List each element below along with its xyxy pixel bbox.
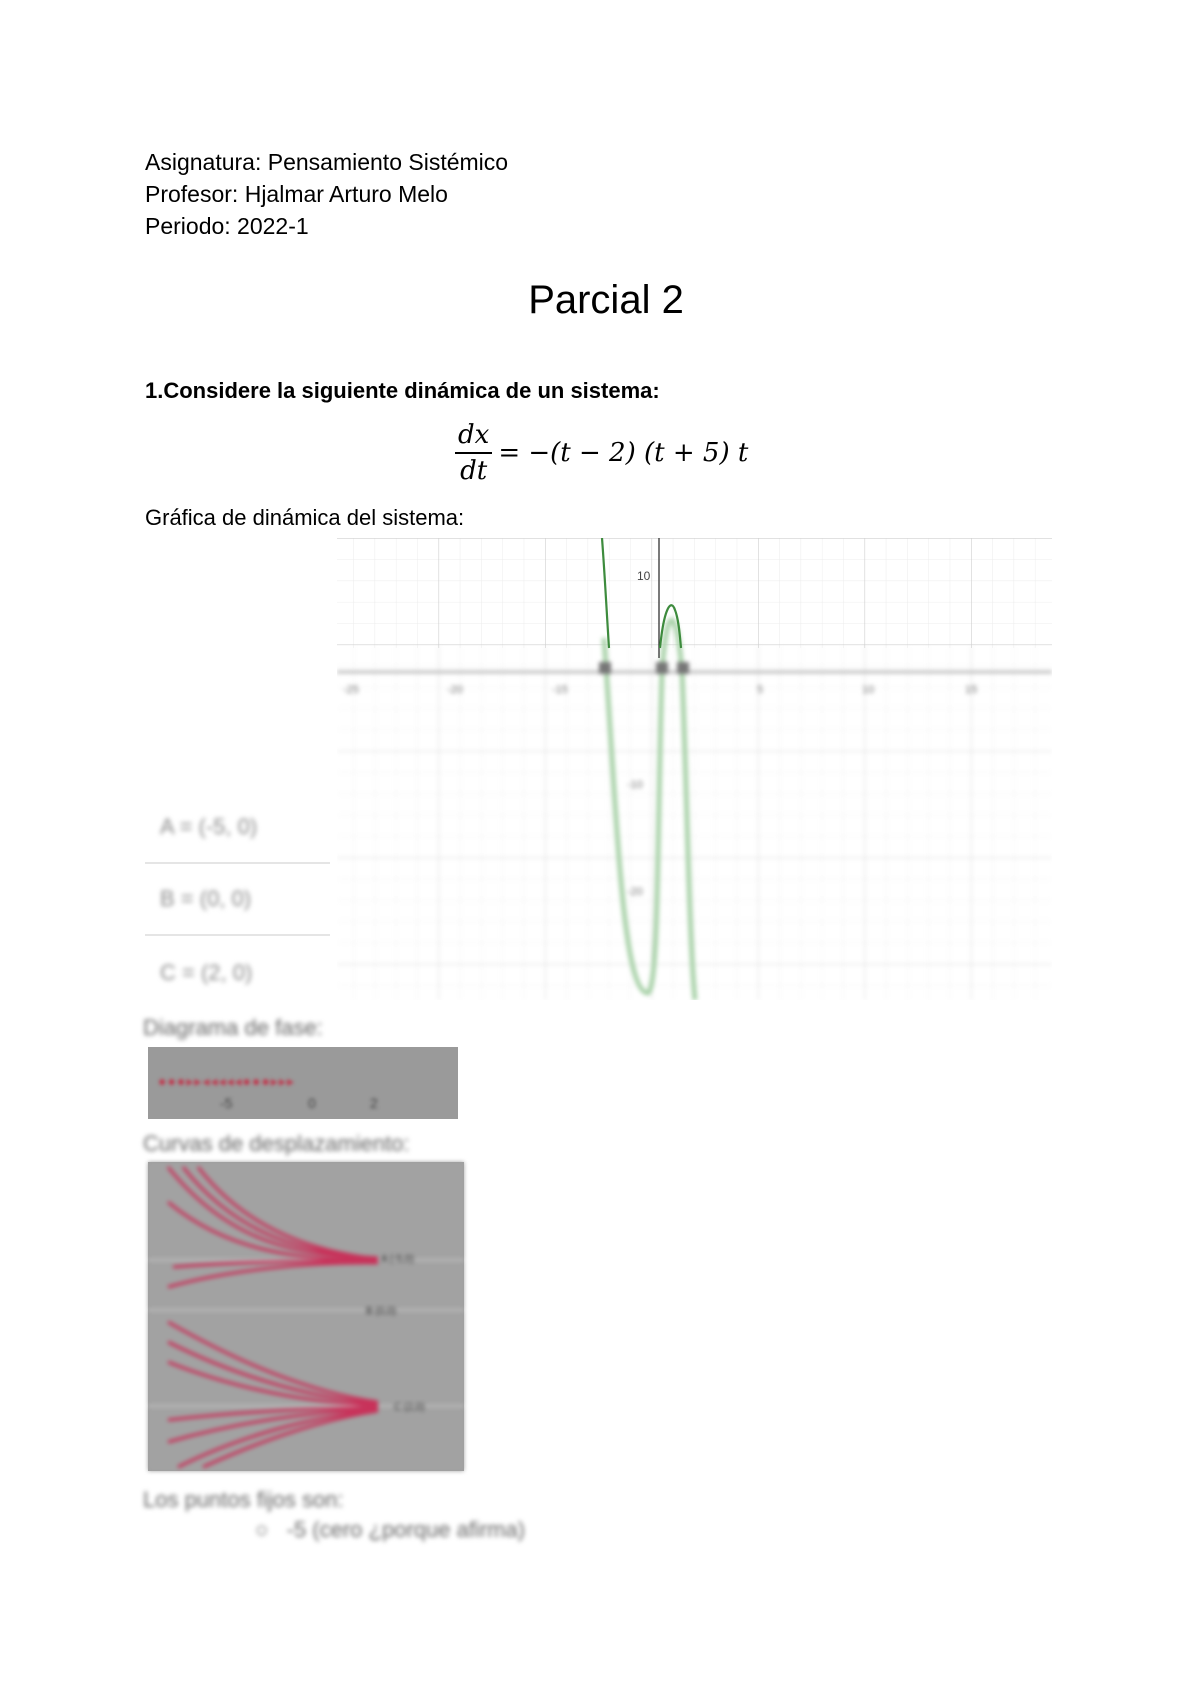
displacement-curves-image: [148, 1162, 464, 1471]
dynamics-graph-svg: [337, 538, 1052, 1000]
phase-diagram-caption: Diagrama de fase:: [143, 1015, 323, 1040]
svg-text:-20: -20: [627, 886, 643, 898]
fixed-point-item: A = (-5, 0): [160, 814, 258, 839]
svg-text:-15: -15: [552, 684, 568, 696]
dynamics-graph: [337, 538, 1052, 1000]
fraction-denominator: dt: [460, 456, 488, 486]
displacement-curves-svg: [148, 1162, 464, 1471]
svg-text:-20: -20: [447, 684, 463, 696]
divider: [145, 862, 330, 864]
svg-text:C (2,0): C (2,0): [394, 1402, 425, 1413]
question-1-heading: 1.Considere la siguiente dinámica de un sistema:: [145, 378, 660, 403]
svg-text:-10: -10: [627, 779, 643, 791]
graph-caption: Gráfica de dinámica del sistema:: [145, 505, 465, 530]
svg-text:A (-5,0): A (-5,0): [381, 1254, 414, 1265]
fixed-point-item: C = (2, 0): [160, 960, 253, 985]
svg-text:10: 10: [862, 684, 875, 696]
phase-line: ●●●▸▸◂◂◂◂◂●●●▸▸▸: [158, 1073, 296, 1089]
period-line: Periodo: 2022-1: [145, 213, 309, 239]
grid-lower-blurred: [337, 620, 1052, 1000]
fixed-point-item: B = (0, 0): [160, 886, 252, 911]
differential-equation: [455, 420, 748, 486]
phase-diagram-image: ●●●▸▸◂◂◂◂◂●●●▸▸▸ -5 0 2: [148, 1047, 458, 1119]
subject-line: Asignatura: Pensamiento Sistémico: [145, 149, 509, 175]
fixed-points-legend: [145, 800, 330, 1000]
equation-rhs: = −(t − 2) (t + 5) t: [498, 438, 749, 468]
professor-line: Profesor: Hjalmar Arturo Melo: [145, 181, 448, 207]
grid-upper: [337, 538, 1052, 648]
derivative-fraction: [455, 420, 492, 486]
svg-text:-25: -25: [343, 684, 359, 696]
y-tick-label: 10: [637, 569, 651, 583]
svg-text:B (0,0): B (0,0): [366, 1306, 397, 1317]
fixed-points-caption: Los puntos fijos son:: [143, 1487, 344, 1512]
svg-text:15: 15: [965, 684, 978, 696]
fixed-point-bullet: ○ -5 (cero ¿porque afirma): [255, 1517, 526, 1542]
curves-caption: Curvas de desplazamiento:: [143, 1131, 410, 1156]
svg-text:5: 5: [757, 684, 764, 696]
divider: [145, 934, 330, 936]
page-title: Parcial 2: [528, 278, 684, 322]
fraction-numerator: dx: [455, 420, 492, 454]
